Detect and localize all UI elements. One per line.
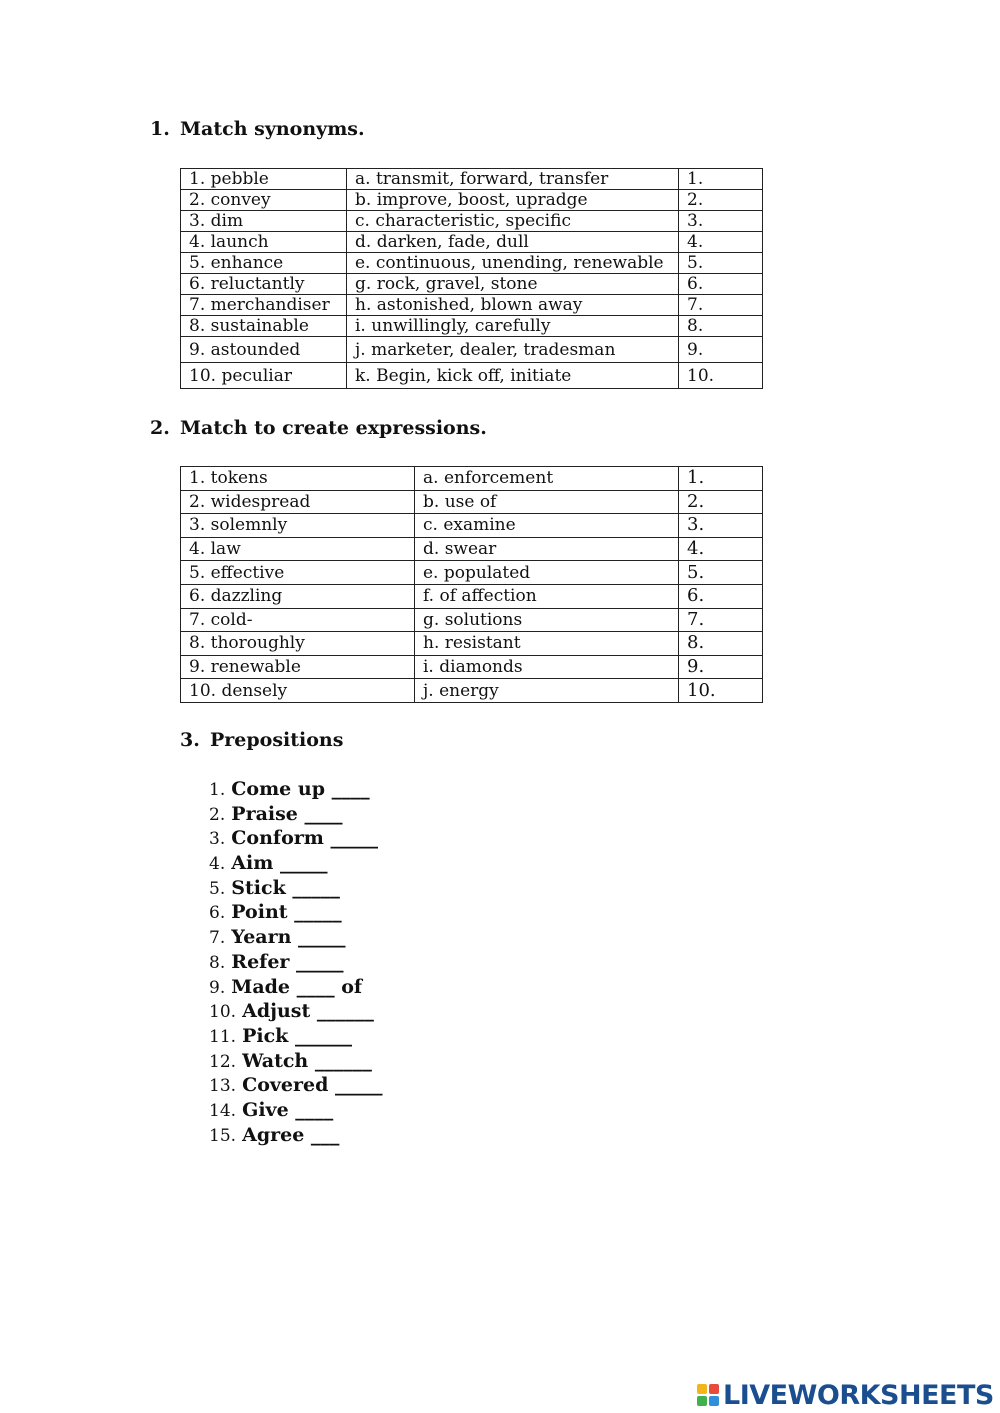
word-cell: 6. dazzling (181, 584, 415, 608)
section1-title: Match synonyms. (180, 118, 365, 140)
word-cell: 2. widespread (181, 490, 415, 514)
table-row (181, 679, 763, 703)
prepositions-list (209, 777, 383, 1147)
list-item (209, 1073, 383, 1098)
item-number: 6. (209, 903, 226, 924)
table-row (181, 211, 763, 232)
word-cell: 10. peculiar (181, 363, 347, 389)
table-row (181, 655, 763, 679)
table-row (181, 232, 763, 253)
word-cell: 3. solemnly (181, 514, 415, 538)
table-row (181, 190, 763, 211)
item-number: 1. (209, 780, 226, 800)
logo-text: LIVEWORKSHEETS (723, 1379, 994, 1411)
item-number: 14. (209, 1100, 237, 1121)
list-item (209, 802, 383, 827)
meaning-cell: a. transmit, forward, transfer (347, 169, 679, 190)
list-item (209, 851, 383, 876)
item-number: 12. (209, 1051, 237, 1072)
answer-cell[interactable]: 8. (679, 632, 763, 656)
item-number: 8. (209, 952, 226, 973)
item-number: 15. (209, 1125, 237, 1146)
answer-cell[interactable]: 10. (679, 363, 763, 389)
meaning-cell: h. resistant (415, 632, 679, 656)
meaning-cell: i. diamonds (415, 655, 679, 679)
item-text[interactable]: Watch ______ (242, 1049, 372, 1072)
list-item (209, 900, 383, 925)
item-text[interactable]: Refer _____ (231, 950, 344, 973)
word-cell: 7. cold- (181, 608, 415, 632)
word-cell: 5. enhance (181, 253, 347, 274)
item-number: 9. (209, 977, 226, 998)
list-item (209, 1123, 383, 1148)
logo-square (709, 1384, 719, 1394)
meaning-cell: j. marketer, dealer, tradesman (347, 337, 679, 363)
meaning-cell: b. use of (415, 490, 679, 514)
answer-cell[interactable]: 10. (679, 679, 763, 703)
meaning-cell: h. astonished, blown away (347, 295, 679, 316)
item-text[interactable]: Yearn _____ (231, 926, 346, 949)
item-number: 7. (209, 928, 226, 949)
section2-title: Match to create expressions. (180, 417, 487, 439)
word-cell: 8. sustainable (181, 316, 347, 337)
table-row (181, 584, 763, 608)
word-cell: 7. merchandiser (181, 295, 347, 316)
answer-cell[interactable]: 5. (679, 561, 763, 585)
table-row (181, 467, 763, 491)
meaning-cell: d. swear (415, 537, 679, 561)
word-cell: 4. launch (181, 232, 347, 253)
list-item (209, 999, 383, 1024)
list-item (209, 876, 383, 901)
item-number: 10. (209, 1002, 237, 1023)
answer-cell[interactable]: 7. (679, 295, 763, 316)
answer-cell[interactable]: 4. (679, 537, 763, 561)
word-cell: 5. effective (181, 561, 415, 585)
table-row (181, 363, 763, 389)
section1-heading (150, 118, 365, 140)
meaning-cell: e. populated (415, 561, 679, 585)
item-number: 13. (209, 1076, 237, 1097)
table-row (181, 537, 763, 561)
word-cell: 8. thoroughly (181, 632, 415, 656)
table-row (181, 337, 763, 363)
list-item (209, 1024, 383, 1049)
word-cell: 1. pebble (181, 169, 347, 190)
answer-cell[interactable]: 1. (679, 169, 763, 190)
section3-heading (180, 729, 343, 751)
item-number: 2. (209, 804, 226, 825)
item-number: 3. (209, 829, 226, 850)
word-cell: 9. renewable (181, 655, 415, 679)
answer-cell[interactable]: 6. (679, 584, 763, 608)
meaning-cell: b. improve, boost, upradge (347, 190, 679, 211)
item-text[interactable]: Made ____ of (231, 975, 363, 998)
answer-cell[interactable]: 6. (679, 274, 763, 295)
list-item (209, 1049, 383, 1074)
section2-number: 2. (150, 417, 170, 439)
meaning-cell: j. energy (415, 679, 679, 703)
item-text[interactable]: Agree ___ (242, 1123, 340, 1146)
word-cell: 9. astounded (181, 337, 347, 363)
item-number: 4. (209, 854, 226, 875)
section3-number: 3. (180, 729, 200, 751)
word-cell: 1. tokens (181, 467, 415, 491)
answer-cell[interactable]: 8. (679, 316, 763, 337)
meaning-cell: g. rock, gravel, stone (347, 274, 679, 295)
item-text[interactable]: Adjust ______ (242, 1000, 374, 1023)
answer-cell[interactable]: 2. (679, 490, 763, 514)
table-row (181, 316, 763, 337)
answer-cell[interactable]: 9. (679, 337, 763, 363)
item-text[interactable]: Stick _____ (231, 876, 340, 899)
answer-cell[interactable]: 1. (679, 467, 763, 491)
section3-title: Prepositions (210, 729, 344, 751)
logo-mark-icon (697, 1384, 719, 1406)
item-number: 11. (209, 1026, 237, 1047)
list-item (209, 826, 383, 851)
word-cell: 6. reluctantly (181, 274, 347, 295)
meaning-cell: k. Begin, kick off, initiate (347, 363, 679, 389)
item-text[interactable]: Praise ____ (231, 802, 343, 825)
table-row (181, 608, 763, 632)
meaning-cell: d. darken, fade, dull (347, 232, 679, 253)
meaning-cell: g. solutions (415, 608, 679, 632)
expressions-table (180, 466, 763, 703)
answer-cell[interactable]: 4. (679, 232, 763, 253)
item-text[interactable]: Give ____ (242, 1098, 334, 1121)
meaning-cell: i. unwillingly, carefully (347, 316, 679, 337)
answer-cell[interactable]: 7. (679, 608, 763, 632)
table-row (181, 253, 763, 274)
item-text[interactable]: Aim _____ (231, 852, 328, 875)
meaning-cell: c. examine (415, 514, 679, 538)
table-row (181, 169, 763, 190)
meaning-cell: e. continuous, unending, renewable (347, 253, 679, 274)
item-text[interactable]: Come up ____ (231, 778, 370, 800)
item-number: 5. (209, 878, 226, 899)
answer-cell[interactable]: 5. (679, 253, 763, 274)
section2-heading (150, 417, 487, 439)
answer-cell[interactable]: 2. (679, 190, 763, 211)
table-row (181, 274, 763, 295)
answer-cell[interactable]: 9. (679, 655, 763, 679)
list-item (209, 1098, 383, 1123)
section1-number: 1. (150, 118, 170, 140)
meaning-cell: c. characteristic, specific (347, 211, 679, 232)
item-text[interactable]: Covered _____ (242, 1074, 383, 1097)
word-cell: 3. dim (181, 211, 347, 232)
liveworksheets-logo (697, 1378, 994, 1412)
answer-cell[interactable]: 3. (679, 211, 763, 232)
logo-square (709, 1396, 719, 1406)
logo-square (697, 1384, 707, 1394)
list-item (209, 975, 383, 1000)
item-text[interactable]: Point _____ (231, 901, 342, 924)
table-row (181, 295, 763, 316)
table-row (181, 490, 763, 514)
meaning-cell: f. of affection (415, 584, 679, 608)
answer-cell[interactable]: 3. (679, 514, 763, 538)
table-row (181, 632, 763, 656)
meaning-cell: a. enforcement (415, 467, 679, 491)
list-item (209, 777, 383, 802)
word-cell: 4. law (181, 537, 415, 561)
item-text[interactable]: Pick ______ (242, 1024, 352, 1047)
list-item (209, 950, 383, 975)
logo-square (697, 1396, 707, 1406)
item-text[interactable]: Conform _____ (231, 827, 378, 850)
table-row (181, 514, 763, 538)
list-item (209, 925, 383, 950)
table-row (181, 561, 763, 585)
word-cell: 10. densely (181, 679, 415, 703)
synonyms-table (180, 168, 763, 389)
word-cell: 2. convey (181, 190, 347, 211)
